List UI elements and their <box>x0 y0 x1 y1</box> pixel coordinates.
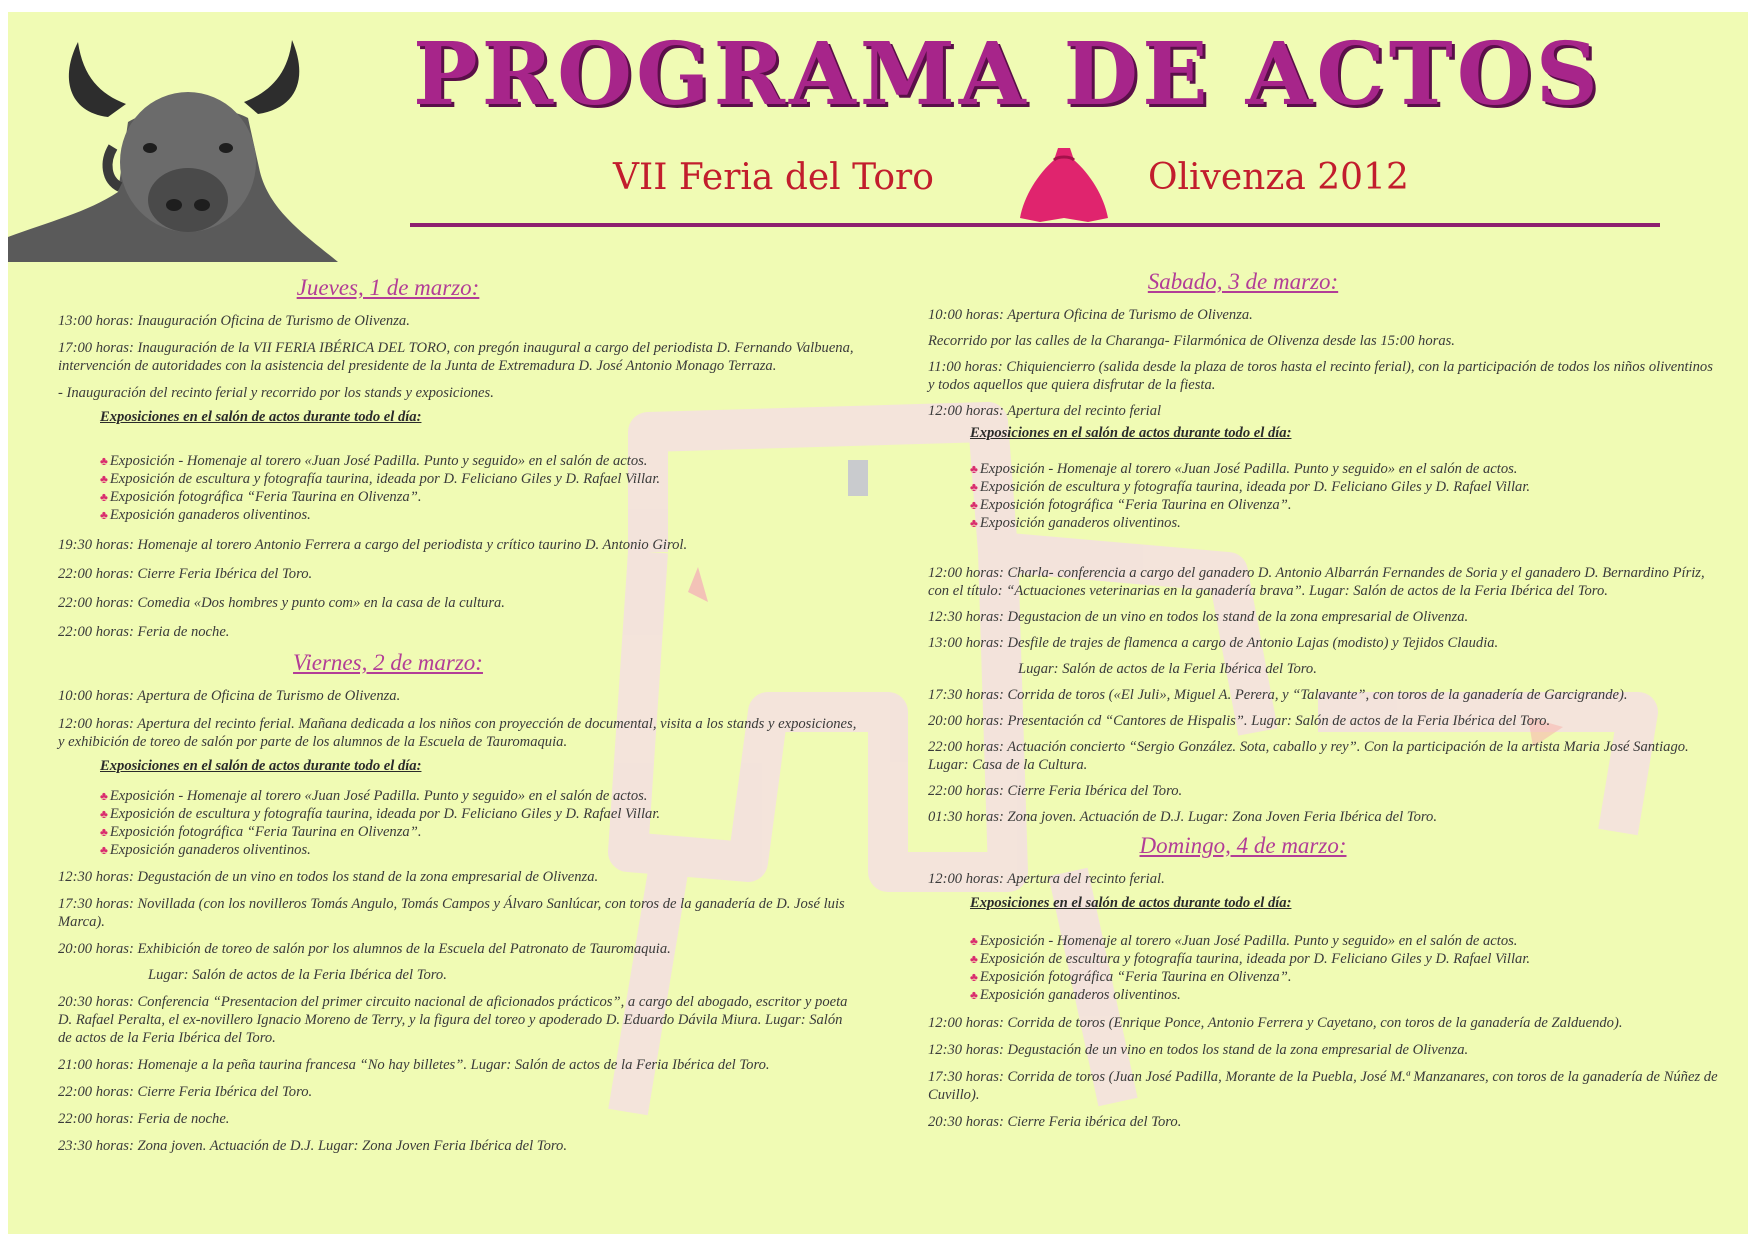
event-item: 20:30 horas: Cierre Feria ibérica del Toro. <box>928 1114 1182 1130</box>
event-item: 17:00 horas: Inauguración de la VII FERIA IBÉRICA DEL TORO, con pregón inaugural a cargo del periodista D. Fernando Valbuena, intervención de autoridades con la asistencia del presidente de la Junta de Extremadura D. José Antonio Monago Terraza. <box>58 340 854 374</box>
event-item: 22:00 horas: Actuación concierto “Sergio González. Sota, caballo y rey”. Con la participación de la artista Maria José Santiago. Lugar: Casa de la Cultura. <box>928 739 1689 773</box>
list-item: ♣ Exposición de escultura y fotografía taurina, ideada por D. Feliciano Giles y D. Rafael Villar. <box>970 479 1531 495</box>
list-item: ♣ Exposición de escultura y fotografía taurina, ideada por D. Feliciano Giles y D. Rafael Villar. <box>100 806 661 822</box>
list-item: ♣ Exposición - Homenaje al torero «Juan José Padilla. Punto y seguido» en el salón de actos. <box>970 933 1518 949</box>
club-bullet-icon: ♣ <box>100 472 108 486</box>
list-item: ♣ Exposición - Homenaje al torero «Juan José Padilla. Punto y seguido» en el salón de actos. <box>970 461 1518 477</box>
bullfighting-cape-icon <box>1018 144 1110 224</box>
list-item: ♣ Exposición - Homenaje al torero «Juan José Padilla. Punto y seguido» en el salón de actos. <box>100 453 648 469</box>
event-item: 22:00 horas: Feria de noche. <box>58 1111 230 1127</box>
exhibition-list <box>58 787 858 859</box>
event-item: 19:30 horas: Homenaje al torero Antonio Ferrera a cargo del periodista y crítico taurino D. Antonio Girol. <box>58 537 688 553</box>
club-bullet-icon: ♣ <box>100 825 108 839</box>
club-bullet-icon: ♣ <box>100 490 108 504</box>
list-item: ♣ Exposición de escultura y fotografía taurina, ideada por D. Feliciano Giles y D. Rafael Villar. <box>100 471 661 487</box>
list-item: ♣ Exposición fotográfica “Feria Taurina en Olivenza”. <box>100 824 422 840</box>
event-item: 22:00 horas: Cierre Feria Ibérica del Toro. <box>58 1084 313 1100</box>
event-item: 01:30 horas: Zona joven. Actuación de D.J. Lugar: Zona Joven Feria Ibérica del Toro. <box>928 809 1437 825</box>
club-bullet-icon: ♣ <box>970 988 978 1002</box>
club-bullet-icon: ♣ <box>970 934 978 948</box>
event-item: 10:00 horas: Apertura Oficina de Turismo de Olivenza. <box>928 307 1253 323</box>
right-column <box>928 268 1718 1131</box>
list-item: ♣ Exposición de escultura y fotografía taurina, ideada por D. Feliciano Giles y D. Rafael Villar. <box>970 951 1531 967</box>
club-bullet-icon: ♣ <box>100 789 108 803</box>
exhibitions-heading: Exposiciones en el salón de actos durante todo el día: <box>970 895 1292 911</box>
event-item: 17:30 horas: Novillada (con los novilleros Tomás Angulo, Tomás Campos y Álvaro Sanlúcar, con toros de la ganadería de D. José luis Marca). <box>58 896 845 930</box>
exhibitions-heading: Exposiciones en el salón de actos durante todo el día: <box>970 425 1292 441</box>
event-item: 12:30 horas: Degustación de un vino en todos los stand de la zona empresarial de Olivenza. <box>928 1042 1469 1058</box>
event-location: Lugar: Salón de actos de la Feria Ibérica del Toro. <box>148 967 447 983</box>
event-item: 22:00 horas: Comedia «Dos hombres y punto com» en la casa de la cultura. <box>58 595 505 611</box>
list-item: ♣ Exposición ganaderos oliventinos. <box>970 987 1181 1003</box>
event-item: 22:00 horas: Cierre Feria Ibérica del Toro. <box>928 783 1183 799</box>
list-item: ♣ Exposición ganaderos oliventinos. <box>100 842 311 858</box>
exhibition-list <box>928 932 1718 1004</box>
day-heading-friday: Viernes, 2 de marzo: <box>293 650 483 675</box>
event-item: 23:30 horas: Zona joven. Actuación de D.J. Lugar: Zona Joven Feria Ibérica del Toro. <box>58 1138 567 1154</box>
event-item: 13:00 horas: Desfile de trajes de flamenca a cargo de Antonio Lajas (modisto) y Tejidos Claudia. <box>928 635 1499 651</box>
day-heading-saturday: Sabado, 3 de marzo: <box>1147 269 1339 294</box>
subtitle-place-year: Olivenza 2012 <box>1148 157 1409 198</box>
club-bullet-icon: ♣ <box>100 508 108 522</box>
event-item: 17:30 horas: Corrida de toros (Juan José Padilla, Morante de la Puebla, José M.ª Manzanares, con toros de la ganadería de Núñez de Cuvillo). <box>928 1069 1718 1103</box>
program-page <box>8 12 1748 1234</box>
event-item: 20:00 horas: Presentación cd “Cantores de Hispalis”. Lugar: Salón de actos de la Feria Ibérica del Toro. <box>928 713 1551 729</box>
event-item: 13:00 horas: Inauguración Oficina de Turismo de Olivenza. <box>58 313 410 329</box>
club-bullet-icon: ♣ <box>970 462 978 476</box>
bull-head-icon <box>8 22 338 267</box>
club-bullet-icon: ♣ <box>970 498 978 512</box>
header-divider <box>410 223 1660 227</box>
event-item: 12:30 horas: Degustación de un vino en todos los stand de la zona empresarial de Olivenza. <box>58 869 599 885</box>
day-heading-thursday: Jueves, 1 de marzo: <box>296 275 480 300</box>
club-bullet-icon: ♣ <box>970 516 978 530</box>
event-item: 12:00 horas: Corrida de toros (Enrique Ponce, Antonio Ferrera y Cayetano, con toros de la ganadería de Zalduendo). <box>928 1015 1623 1031</box>
event-item: 12:30 horas: Degustacion de un vino en todos los stand de la zona empresarial de Olivenza. <box>928 609 1469 625</box>
list-item: ♣ Exposición ganaderos oliventinos. <box>100 507 311 523</box>
event-item: Recorrido por las calles de la Charanga- Filarmónica de Olivenza desde las 15:00 horas. <box>928 333 1455 349</box>
club-bullet-icon: ♣ <box>100 454 108 468</box>
event-item: 20:00 horas: Exhibición de toreo de salón por los alumnos de la Escuela del Patronato de Tauromaquia. <box>58 941 671 957</box>
left-column <box>58 274 858 1155</box>
club-bullet-icon: ♣ <box>100 807 108 821</box>
club-bullet-icon: ♣ <box>100 843 108 857</box>
event-item: 17:30 horas: Corrida de toros («El Juli», Miguel A. Perera, y “Talavante”, con toros de la ganadería de Garcigrande). <box>928 687 1628 703</box>
event-item: 12:00 horas: Apertura del recinto ferial. <box>928 871 1165 887</box>
club-bullet-icon: ♣ <box>970 952 978 966</box>
exhibition-list <box>928 460 1718 532</box>
event-item: 11:00 horas: Chiquiencierro (salida desde la plaza de toros hasta el recinto ferial), con la participación de todos los niños oliventinos y todos aquellos que quiera disfrutar de la fiesta. <box>928 359 1713 393</box>
list-item: ♣ Exposición fotográfica “Feria Taurina en Olivenza”. <box>970 497 1292 513</box>
exhibitions-heading: Exposiciones en el salón de actos durante todo el día: <box>100 409 422 425</box>
event-item: 21:00 horas: Homenaje a la peña taurina francesa “No hay billetes”. Lugar: Salón de actos de la Feria Ibérica del Toro. <box>58 1057 770 1073</box>
club-bullet-icon: ♣ <box>970 970 978 984</box>
event-item: 12:00 horas: Charla- conferencia a cargo del ganadero D. Antonio Albarrán Fernandes de Soria y el ganadero D. Bernardino Píriz, con el título: “Actuaciones veterinarias en la ganadería brava”. Lugar: Salón de actos de la Feria Ibérica del Toro. <box>928 565 1705 599</box>
event-location: Lugar: Salón de actos de la Feria Ibérica del Toro. <box>1018 661 1317 677</box>
exhibition-list <box>58 452 858 524</box>
club-bullet-icon: ♣ <box>970 480 978 494</box>
page-title: PROGRAMA DE ACTOS <box>413 24 1602 125</box>
event-item: 10:00 horas: Apertura de Oficina de Turismo de Olivenza. <box>58 688 401 704</box>
list-item: ♣ Exposición ganaderos oliventinos. <box>970 515 1181 531</box>
event-item: 22:00 horas: Feria de noche. <box>58 624 230 640</box>
event-item: 12:00 horas: Apertura del recinto ferial. Mañana dedicada a los niños con proyección de documental, visita a los stands y exposiciones, y exhibición de toreo de salón por parte de los alumnos de la Escuela de Tauromaquia. <box>58 716 857 750</box>
event-item: 20:30 horas: Conferencia “Presentacion del primer circuito nacional de aficionados prácticos”, a cargo del abogado, escritor y poeta D. Rafael Peralta, el ex-novillero Ignacio Moreno de Terry, y la figura del toreo y apoderado D. Eduardo Dávila Miura. Lugar: Salón de actos de la Feria Ibérica del Toro. <box>58 994 848 1046</box>
list-item: ♣ Exposición fotográfica “Feria Taurina en Olivenza”. <box>100 489 422 505</box>
event-item: 22:00 horas: Cierre Feria Ibérica del Toro. <box>58 566 313 582</box>
exhibitions-heading: Exposiciones en el salón de actos durante todo el día: <box>100 758 422 774</box>
subtitle-event: VII Feria del Toro <box>613 157 934 198</box>
list-item: ♣ Exposición - Homenaje al torero «Juan José Padilla. Punto y seguido» en el salón de actos. <box>100 788 648 804</box>
event-item: - Inauguración del recinto ferial y recorrido por los stands y exposiciones. <box>58 385 494 401</box>
event-item: 12:00 horas: Apertura del recinto ferial <box>928 403 1162 419</box>
day-heading-sunday: Domingo, 4 de marzo: <box>1139 833 1347 858</box>
list-item: ♣ Exposición fotográfica “Feria Taurina en Olivenza”. <box>970 969 1292 985</box>
